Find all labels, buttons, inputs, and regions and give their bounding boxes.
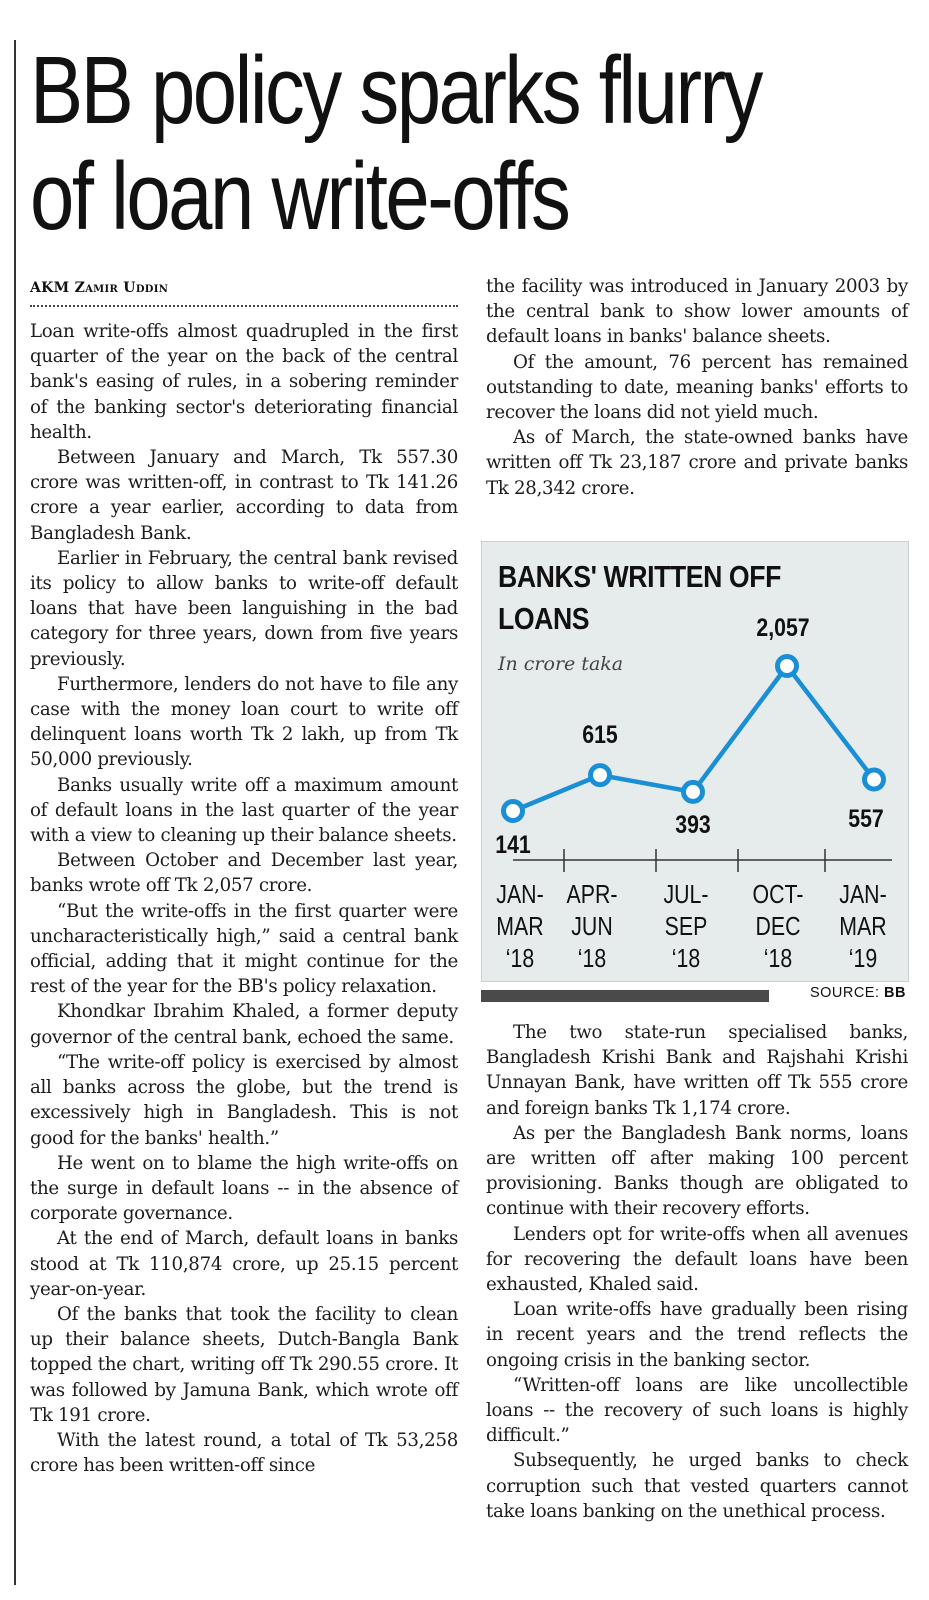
x-tick-label: APR- <box>566 880 618 910</box>
headline-line-2: of loan write-offs <box>30 143 569 250</box>
article-paragraph: Of the amount, 76 percent has remained outstanding to date, meaning banks' efforts to recover the loans did not yield much. <box>486 351 908 424</box>
data-point <box>865 770 884 789</box>
data-point <box>778 657 797 676</box>
source-bar <box>481 990 769 1002</box>
article-paragraph: As per the Bangladesh Bank norms, loans are written off after making 100 percent provisioning. Banks though are obligated to continue with their recovery efforts. <box>486 1122 908 1220</box>
data-point <box>684 782 703 801</box>
x-tick-label: JAN- <box>496 880 544 910</box>
article-paragraph: The two state-run specialised banks, Bangladesh Krishi Bank and Rajshahi Krishi Unnayan Bank, have written off Tk 555 crore and foreign banks Tk 1,174 crore. <box>486 1022 908 1119</box>
article-paragraph: Between January and March, Tk 557.30 crore was written-off, in contrast to Tk 141.26 crore a year earlier, according to data from Bangladesh Bank. <box>30 447 458 544</box>
article-paragraph: the facility was introduced in January 2003 by the central bank to show lower amounts of default loans in banks' balance sheets. <box>486 276 908 348</box>
data-label: 2,057 <box>756 613 810 642</box>
data-point <box>591 766 610 785</box>
x-tick-label: SEP <box>664 912 708 942</box>
data-point <box>504 802 523 821</box>
source-name: BB <box>884 985 906 1001</box>
article-paragraph: As of March, the state-owned banks have written off Tk 23,187 crore and private banks Tk 28,342 crore. <box>486 427 908 499</box>
data-label: 141 <box>495 830 531 859</box>
article-paragraph: Lenders opt for write-offs when all avenues for recovering the default loans have been exhausted, Khaled said. <box>486 1223 908 1296</box>
article-column-left <box>30 319 458 1478</box>
x-tick-label: ‘18 <box>505 944 535 974</box>
article-paragraph: Between October and December last year, banks wrote off Tk 2,057 crore. <box>30 850 458 897</box>
x-tick-label: ‘18 <box>577 944 607 974</box>
article-paragraph: Of the banks that took the facility to clean up their balance sheets, Dutch-Bangla Bank topped the chart, writing off Tk 290.55 crore. It was followed by Jamuna Bank, which wrote off Tk 191 crore. <box>30 1303 458 1426</box>
article-paragraph: Subsequently, he urged banks to check corruption such that vested quarters cannot take loans banking on the unethical process. <box>486 1450 908 1522</box>
chart-source <box>782 985 906 1001</box>
article-paragraph: He went on to blame the high write-offs on the surge in default loans -- in the absence of corporate governance. <box>30 1152 458 1225</box>
article-column-right-top <box>486 274 908 501</box>
chart-title-line-2: LOANS <box>498 601 590 636</box>
x-tick-label: ‘18 <box>671 944 701 974</box>
article-column-right-bottom <box>486 1020 908 1524</box>
headline-line-1: BB policy sparks flurry <box>30 37 761 144</box>
x-tick-label: MAR <box>839 912 887 942</box>
x-tick-label: JAN- <box>839 880 887 910</box>
x-tick-label: JUL- <box>663 880 709 910</box>
article-paragraph: “The write-off policy is exercised by almost all banks across the globe, but the trend is excessively high in Bangladesh. This is not good for the banks' health.” <box>30 1051 458 1149</box>
article-paragraph: Earlier in February, the central bank revised its policy to allow banks to write-off default loans that have been languishing in the bad category for three years, down from five years previously. <box>30 547 458 670</box>
x-tick-label: DEC <box>755 912 801 942</box>
article-paragraph: Furthermore, lenders do not have to file any case with the money loan court to write off delinquent loans worth Tk 2 lakh, up from Tk 50,000 previously. <box>30 673 458 771</box>
article-paragraph: “But the write-offs in the first quarter were uncharacteristically high,” said a central bank official, adding that it might continue for the rest of the year for the BB's policy relaxation. <box>30 900 458 998</box>
data-label: 615 <box>582 720 618 749</box>
x-tick-label: JUN <box>571 912 613 942</box>
x-tick-label: MAR <box>496 912 544 942</box>
article-paragraph: Loan write-offs almost quadrupled in the first quarter of the year on the back of the central bank's easing of rules, in a sobering reminder of the banking sector's deteriorating financial health. <box>30 321 458 443</box>
source-label: SOURCE: <box>809 985 880 1001</box>
byline: AKM Zamir Uddin <box>30 280 169 296</box>
article-paragraph: Khondkar Ibrahim Khaled, a former deputy governor of the central bank, echoed the same. <box>30 1001 458 1048</box>
data-label: 557 <box>848 804 884 833</box>
line-chart <box>482 542 908 981</box>
chart-panel <box>481 541 909 982</box>
x-tick-label: ‘19 <box>848 944 878 974</box>
chart-title-line-1: BANKS' WRITTEN OFF <box>498 559 781 594</box>
byline-divider <box>30 305 458 307</box>
x-tick-label: OCT- <box>752 880 804 910</box>
article-paragraph: With the latest round, a total of Tk 53,258 crore has been written-off since <box>30 1429 458 1477</box>
article-paragraph: “Written-off loans are like uncollectible loans -- the recovery of such loans is highly difficult.” <box>486 1374 908 1447</box>
column-rule <box>14 40 16 1585</box>
chart-subtitle: In crore taka <box>498 653 624 675</box>
headline <box>30 38 769 250</box>
article-paragraph: Banks usually write off a maximum amount of default loans in the last quarter of the year with a view to cleaning up their balance sheets. <box>30 774 458 847</box>
article-paragraph: At the end of March, default loans in banks stood at Tk 110,874 crore, up 25.15 percent year-on-year. <box>30 1228 458 1300</box>
x-tick-label: ‘18 <box>763 944 793 974</box>
data-label: 393 <box>675 810 711 839</box>
article-paragraph: Loan write-offs have gradually been rising in recent years and the trend reflects the ongoing crisis in the banking sector. <box>486 1299 908 1371</box>
